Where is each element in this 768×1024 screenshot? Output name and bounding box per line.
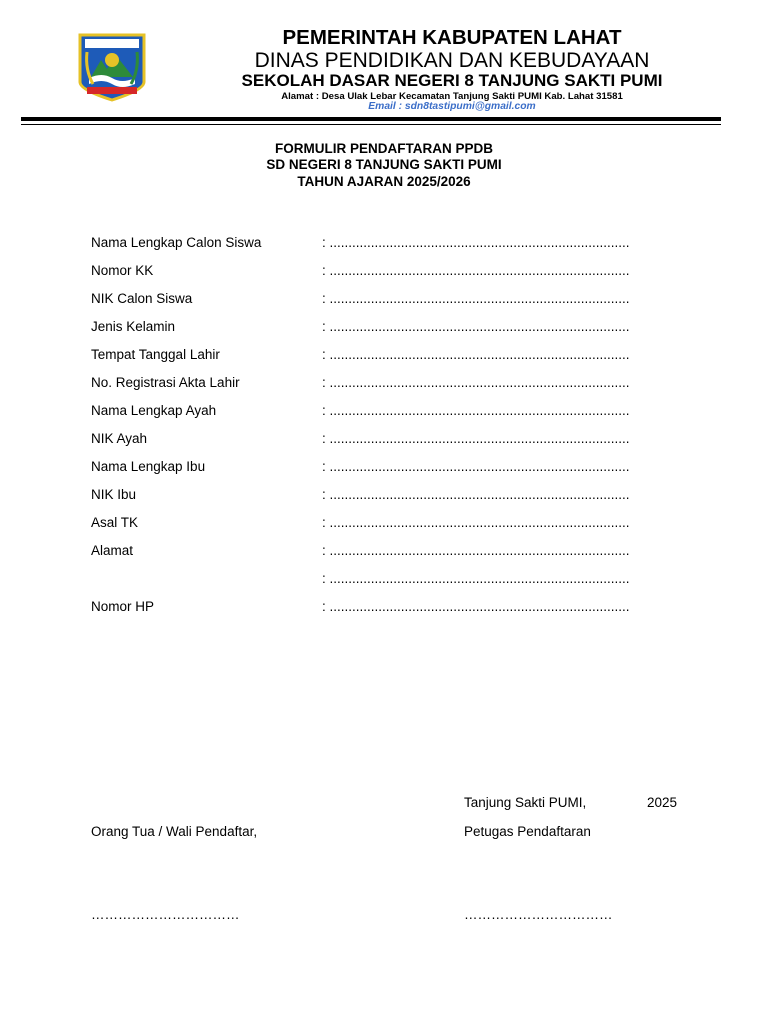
field-label: Jenis Kelamin: [91, 319, 176, 334]
school-address: Alamat : Desa Ulak Lebar Kecamatan Tanjung Sakti PUMI Kab. Lahat 31581: [281, 91, 623, 102]
field-blank: : ................................................................................: [322, 291, 630, 306]
field-label: Nama Lengkap Ibu: [91, 459, 206, 474]
parent-signature-line: ……………………………: [91, 907, 240, 922]
field-label: Nomor KK: [91, 263, 154, 278]
officer-signature-line: ……………………………: [464, 907, 613, 922]
form-school: SD NEGERI 8 TANJUNG SAKTI PUMI: [266, 157, 502, 172]
field-label: Nama Lengkap Ayah: [91, 403, 217, 418]
form-title: FORMULIR PENDAFTARAN PPDB: [275, 141, 493, 156]
field-label: Nomor HP: [91, 599, 155, 614]
school-name: SEKOLAH DASAR NEGERI 8 TANJUNG SAKTI PUMI: [241, 71, 663, 90]
letterhead-divider-thin: [21, 124, 721, 125]
department-name: DINAS PENDIDIKAN DAN KEBUDAYAAN: [254, 49, 650, 72]
field-blank: : ................................................................................: [322, 515, 630, 530]
field-blank: : ................................................................................: [322, 487, 630, 502]
field-label: NIK Ibu: [91, 487, 137, 502]
signing-year: 2025: [647, 795, 678, 810]
field-label: No. Registrasi Akta Lahir: [91, 375, 240, 390]
field-blank: : ................................................................................: [322, 347, 630, 362]
kabupaten-lahat-crest-icon: [77, 32, 147, 102]
field-label: Asal TK: [91, 515, 139, 530]
field-blank: : ................................................................................: [322, 375, 630, 390]
field-label: Alamat: [91, 543, 134, 558]
parent-signature-title: Orang Tua / Wali Pendaftar,: [91, 824, 258, 839]
school-email: Email : sdn8tastipumi@gmail.com: [368, 101, 536, 112]
field-label: NIK Ayah: [91, 431, 148, 446]
letterhead-divider-thick: [21, 117, 721, 121]
field-blank: : ................................................................................: [322, 459, 630, 474]
field-blank: : ................................................................................: [322, 431, 630, 446]
field-blank: : ................................................................................: [322, 599, 630, 614]
field-label: Nama Lengkap Calon Siswa: [91, 235, 262, 250]
field-blank: : ................................................................................: [322, 235, 630, 250]
field-blank: : ................................................................................: [322, 571, 630, 586]
field-blank: : ................................................................................: [322, 319, 630, 334]
government-name: PEMERINTAH KABUPATEN LAHAT: [282, 26, 622, 49]
field-blank: : ................................................................................: [322, 263, 630, 278]
officer-signature-title: Petugas Pendaftaran: [464, 824, 591, 839]
signing-place: Tanjung Sakti PUMI,: [464, 795, 587, 810]
field-blank: : ................................................................................: [322, 543, 630, 558]
field-label: NIK Calon Siswa: [91, 291, 193, 306]
form-academic-year: TAHUN AJARAN 2025/2026: [297, 174, 471, 189]
field-label: Tempat Tanggal Lahir: [91, 347, 220, 362]
field-blank: : ................................................................................: [322, 403, 630, 418]
